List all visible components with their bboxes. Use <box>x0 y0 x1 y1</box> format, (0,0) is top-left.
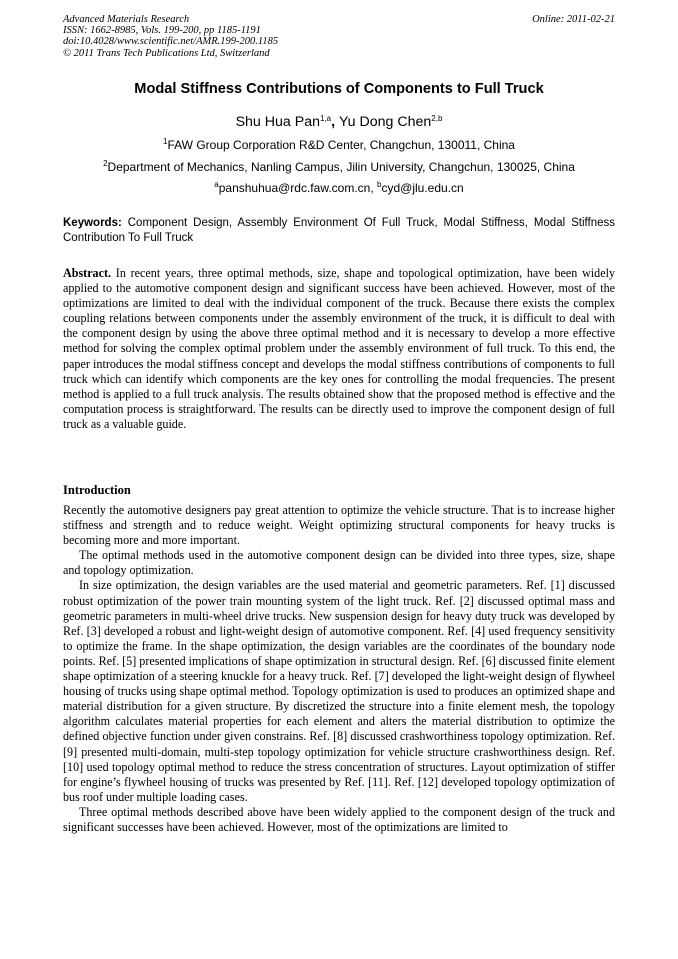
author-affiliation-mark: 1,a <box>319 114 332 123</box>
email-text: cyd@jlu.edu.cn <box>381 181 464 195</box>
author-name: Yu Dong Chen <box>339 114 432 130</box>
online-date: Online: 2011-02-21 <box>532 14 615 25</box>
affiliation-mark: 2 <box>103 159 108 168</box>
author-affiliation-mark: 2,b <box>431 114 443 123</box>
introduction-body <box>63 503 615 835</box>
author-emails <box>63 181 615 196</box>
email-text: panshuhua@rdc.faw.com.cn, <box>218 181 378 195</box>
paragraph: Recently the automotive designers pay great attention to optimize the vehicle structure. That is to increase higher stiffness and strength and to reduce weight. Weight optimizing structural components for heavy trucks is becoming more and more important. <box>63 503 615 548</box>
affiliation <box>63 160 615 175</box>
journal-copyright: © 2011 Trans Tech Publications Ltd, Switzerland <box>63 47 270 59</box>
abstract-text: In recent years, three optimal methods, size, shape and topological optimization, have been widely applied to the automotive component design and significant success have been achieved. However, most of the optimizations are limited to deal with the individual component of the truck. Because there exists the complex coupling relations between components under the assembly environment of the truck, it is difficult to deal with the component design by using the above three optimal method and it is necessary to develop a more effective method for solving the complex optimal problem under the assembly environment of full truck. To this end, the paper introduces the modal stiffness concept and develops the modal stiffness contributions of components to full truck which can identify which components are the key ones for controlling the modal frequencies. The present method is applied to a full truck analysis. The results obtained show that the proposed method is effective and the computation process is straightforward. The results can be directly used to improve the component design of full truck as a valuable guide. <box>63 266 615 431</box>
affiliation <box>63 138 615 153</box>
keywords-text: Component Design, Assembly Environment Of Full Truck, Modal Stiffness, Modal Stiffness Contribution To Full Truck <box>63 217 615 244</box>
email-mark: a <box>214 180 219 189</box>
paragraph: Three optimal methods described above have been widely applied to the component design of the truck and significant successes have been achieved. However, most of the optimizations are limited to <box>63 804 615 834</box>
abstract <box>63 266 615 432</box>
journal-issn: ISSN: 1662-8985, Vols. 199-200, pp 1185-1191 <box>63 25 261 37</box>
journal-doi: doi:10.4028/www.scientific.net/AMR.199-200.1185 <box>63 36 279 48</box>
paragraph: In size optimization, the design variables are the used material and geometric parameters. Ref. [1] discussed robust optimization of the power train mounting system of the light truck. Ref. [2] discussed optimal mass and geometric parameters in multi-wheel drive trucks. New suspension design for heavy duty truck was developed by Ref. [3] developed a robust and light-weight design of automotive component. Ref. [4] used frequency sensitivity to optimize the frame. In the shape optimization, the design variables are the coordinates of the boundary node points. Ref. [5] presented implications of shape optimization in structural design. Ref. [6] discussed finite element shape optimization of a steering knuckle for a heavy truck. Ref. [7] developed the light-weight design of flywheel housing of trucks using shape optimal method. Topology optimization is used to produces an optimized shape and material distribution for a given structure. By discretized the structure into a finite element mesh, the topology algorithm calculates material properties for each element and alters the material distribution to optimize the defined objective function under given constrains. Ref. [8] discussed crashworthiness topology optimization. Ref. [9] presented multi-domain, multi-step topology optimization for vehicle structure crashworthiness design. Ref. [10] used topology optimal method to reduce the stress concentration of structures. Layout optimization of stiffer for engine’s flywheel housing of trucks was presented by Ref. [11]. Ref. [12] developed topology optimization of bus roof under multiple loading cases. <box>63 578 615 804</box>
paper-title: Modal Stiffness Contributions of Components to Full Truck <box>134 81 544 97</box>
paragraph: The optimal methods used in the automotive component design can be divided into three types, size, shape and topology optimization. <box>63 548 615 578</box>
section-heading-introduction: Introduction <box>63 483 131 497</box>
affiliation-mark: 1 <box>163 137 168 146</box>
keywords <box>63 216 615 245</box>
author-name: Shu Hua Pan <box>235 114 320 130</box>
affiliation-text: FAW Group Corporation R&D Center, Changchun, 130011, China <box>167 138 515 152</box>
abstract-label: Abstract. <box>63 266 112 280</box>
email-mark: b <box>377 180 382 189</box>
journal-header <box>63 14 615 59</box>
author-separator: , <box>331 114 339 130</box>
keywords-label: Keywords: <box>63 217 122 229</box>
author-list <box>63 113 615 131</box>
journal-name: Advanced Materials Research <box>63 14 190 25</box>
affiliation-text: Department of Mechanics, Nanling Campus, Jilin University, Changchun, 130025, China <box>107 160 575 174</box>
